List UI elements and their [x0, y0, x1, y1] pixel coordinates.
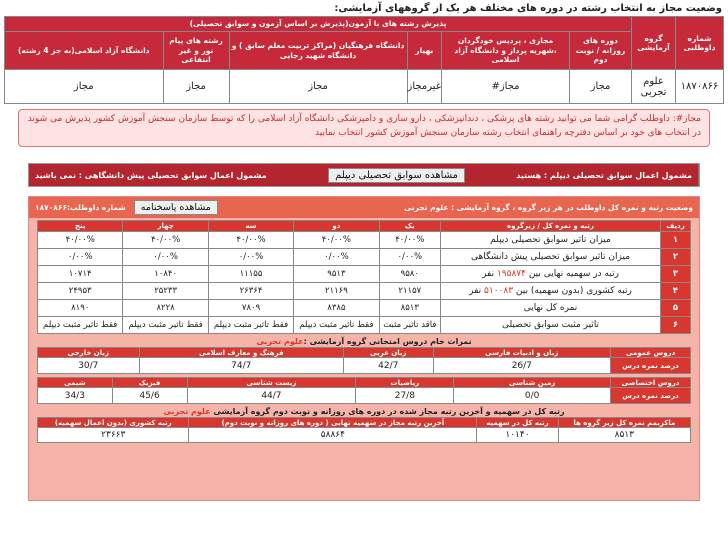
rank-row-number: ۴ [661, 283, 691, 300]
table-row [38, 283, 691, 300]
rank-row-number: ۱ [661, 232, 691, 249]
header-file-number: شماره داوطلبی [676, 17, 724, 70]
final-header-last-rank: آخرین رتبه مجاز در سهمیه نهایی ( دوره های روزانه و نوبت دوم) [189, 418, 477, 428]
rank-cell-subgroup-2: ۹۵۱۳ [294, 266, 379, 283]
general-value-3: 74/7 [139, 358, 343, 374]
rank-panel-title: وضعیت رتبه و نمره کل داوطلب در هر زیر گروه ، گروه آزمایشی : علوم تجربی [404, 203, 693, 212]
rank-cell-subgroup-2: فقط تاثیر مثبت دیپلم [294, 317, 379, 334]
rank-row-number: ۵ [661, 300, 691, 317]
rank-panel [28, 196, 700, 501]
specialized-value-2: 27/8 [356, 388, 454, 404]
rank-cell-subgroup-5: ۲۴۹۵۳ [38, 283, 123, 300]
rank-cell-subgroup-5: ۸۱۹۰ [38, 300, 123, 317]
raw-scores-title-prefix: نمرات خام دروس امتحانی گروه آزمایشی : [303, 337, 472, 346]
rank-row-label-highlight: ۵۱۰۰۸۳ [484, 286, 514, 296]
rank-header-3: سه [208, 221, 293, 232]
specialized-scores-table [37, 377, 691, 404]
header-payam-noor: رشته های پیام نور و غیر انتفاعی [163, 32, 229, 70]
rank-row-label [441, 249, 661, 266]
specialized-side-header: دروس اختصاصی [611, 378, 691, 388]
specialized-header-5: شیمی [38, 378, 113, 388]
rank-row-label [441, 283, 661, 300]
header-exam-group: گروه آزمایشی [632, 17, 676, 70]
rank-cell-subgroup-4: فقط تاثیر مثبت دیپلم [123, 317, 208, 334]
cell-exam-group: علوم تجربی [632, 70, 676, 104]
header-azad: دانشگاه آزاد اسلامی(به جز 4 رشته) [5, 32, 164, 70]
rank-row-label-text: رتبه در سهمیه نهایی بین [525, 269, 619, 279]
rank-cell-subgroup-1: ۴۰/۰۰% [379, 232, 440, 249]
cell-payam-noor: مجاز [163, 70, 229, 104]
final-header-quota-rank: رتبه کل در سهمیه [477, 418, 558, 428]
notice-box: مجاز#: داوطلب گرامی شما می توانید رشته های پزشکی ، دندانپزشکی ، دارو سازی و دامپزشکی دانشگاه آزاد اسلامی را که توسط سازمان سنجش آموزش کشور پذیرش می شوند در انتخاب های خود بر اساس دفترچه راهنمای انتخاب رشته سازمان سنجش آموزش کشور انتخاب نمایید [18, 109, 710, 147]
raw-scores-title [37, 334, 691, 347]
final-value-max-score: ۸۵۱۳ [558, 428, 690, 443]
rank-row-label-text: رتبه کشوری (بدون سهمیه) بین [513, 286, 632, 296]
rank-row-number: ۳ [661, 266, 691, 283]
general-value-1: 26/7 [433, 358, 610, 374]
final-ranks-title-prefix: رتبه کل در سهمیه و آخرین رتبه مجاز شده در دوره های روزانه و نوبت دوم گروه آزمایشی [213, 407, 565, 416]
rank-cell-subgroup-3: ۴۰/۰۰% [208, 232, 293, 249]
cell-daytime-courses: مجاز [570, 70, 632, 104]
general-header-4: زبان خارجی [38, 348, 140, 358]
rank-header-5: پنج [38, 221, 123, 232]
header-daytime-courses: دوره های روزانه / نوبت دوم [570, 32, 632, 70]
header-virtual: مجازی ، پردیس خودگردان ،شهریه پرداز و دانشگاه آزاد اسلامی [442, 32, 570, 70]
rank-row-label-text: میزان تاثیر سوابق تحصیلی دیپلم [490, 235, 611, 245]
table-row [38, 249, 691, 266]
specialized-value-1: 0/0 [454, 388, 611, 404]
table-row [38, 266, 691, 283]
page-title: وضعیت مجاز به انتخاب رشته در دوره های مختلف هر یک از گروههای آزمایشی: [334, 3, 722, 14]
file-number-label: شماره داوطلب:۱۸۷۰۸۶۶ [35, 203, 126, 212]
rank-row-label [441, 266, 661, 283]
final-value-quota-rank: ۱۰۱۴۰ [477, 428, 558, 443]
general-value-2: 42/7 [343, 358, 433, 374]
rank-cell-subgroup-3: ۰/۰۰% [208, 249, 293, 266]
rank-cell-subgroup-1: ۰/۰۰% [379, 249, 440, 266]
cell-nursing: غیرمجاز [407, 70, 441, 104]
rank-cell-subgroup-4: ۸۲۲۸ [123, 300, 208, 317]
table-row [38, 232, 691, 249]
diploma-bar [28, 163, 700, 187]
rank-cell-subgroup-3: ۷۸۰۹ [208, 300, 293, 317]
table-row [5, 70, 724, 104]
rank-row-number: ۲ [661, 249, 691, 266]
rank-cell-subgroup-1: ۲۱۱۵۷ [379, 283, 440, 300]
cell-culture-univ: مجاز [229, 70, 407, 104]
rank-cell-subgroup-5: ۰/۰۰% [38, 249, 123, 266]
header-nursing: بهیار [407, 32, 441, 70]
specialized-side-value-label: درصد نمره درس [611, 388, 691, 404]
rank-cell-subgroup-2: ۲۱۱۶۹ [294, 283, 379, 300]
rank-cell-subgroup-2: ۰/۰۰% [294, 249, 379, 266]
rank-cell-subgroup-2: ۴۰/۰۰% [294, 232, 379, 249]
specialized-value-3: 44/7 [187, 388, 356, 404]
rank-cell-subgroup-3: ۱۱۱۵۵ [208, 266, 293, 283]
rank-cell-subgroup-4: ۱۰۸۴۰ [123, 266, 208, 283]
final-ranks-title-group: علوم تجربی [163, 407, 211, 416]
rank-row-label [441, 317, 661, 334]
specialized-header-4: فیزیک [112, 378, 187, 388]
rank-header-2: دو [294, 221, 379, 232]
general-side-header: دروس عمومی [611, 348, 691, 358]
rank-header-row: ردیف [661, 221, 691, 232]
rank-cell-subgroup-1: ۹۵۸۰ [379, 266, 440, 283]
table-row [38, 317, 691, 334]
rank-table [37, 220, 691, 334]
rank-panel-header [29, 197, 699, 218]
rank-cell-subgroup-5: ۴۰/۰۰% [38, 232, 123, 249]
table-row [38, 300, 691, 317]
rank-cell-subgroup-3: فقط تاثیر مثبت دیپلم [208, 317, 293, 334]
rank-row-label-highlight: ۱۹۵۸۷۴ [496, 269, 526, 279]
general-header-3: فرهنگ و معارف اسلامی [139, 348, 343, 358]
specialized-value-5: 34/3 [38, 388, 113, 404]
rank-cell-subgroup-4: ۲۵۲۳۳ [123, 283, 208, 300]
rank-cell-subgroup-1: فاقد تاثیر مثبت [379, 317, 440, 334]
rank-row-label [441, 232, 661, 249]
final-value-national-rank: ۲۳۶۶۳ [38, 428, 189, 443]
final-ranks-table [37, 417, 691, 443]
final-header-national-rank: رتبه کشوری (بدون اعمال سهمیه) [38, 418, 189, 428]
specialized-header-1: زمین شناسی [454, 378, 611, 388]
rank-row-number: ۶ [661, 317, 691, 334]
rank-row-label-text: میزان تاثیر سوابق تحصیلی پیش دانشگاهی [470, 252, 631, 262]
header-culture-univ: دانشگاه فرهنگیان (مراکز تربیت معلم سابق ) و دانشگاه شهید رجایی [229, 32, 407, 70]
final-header-max-score: ماکزیمم نمره کل زیر گروه ها [558, 418, 690, 428]
general-header-1: زبان و ادبیات فارسی [433, 348, 610, 358]
rank-cell-subgroup-5: فقط تاثیر مثبت دیپلم [38, 317, 123, 334]
final-value-last-rank: ۵۸۸۶۴ [189, 428, 477, 443]
raw-scores-title-group: علوم تجربی [256, 337, 304, 346]
cell-azad: مجاز [5, 70, 164, 104]
rank-cell-subgroup-5: ۱۰۷۱۴ [38, 266, 123, 283]
diploma-bar-right [29, 164, 471, 186]
rank-row-label-tail: نفر [482, 269, 497, 279]
general-side-value-label: درصد نمره درس [611, 358, 691, 374]
rank-header-4: چهار [123, 221, 208, 232]
pre-univ-label: مشمول اعمال سوابق تحصیلی پیش دانشگاهی : نمی باشید [35, 170, 267, 180]
rank-panel-tools [35, 200, 218, 215]
rank-cell-subgroup-3: ۲۶۳۶۴ [208, 283, 293, 300]
rank-row-label-text: تاثیر مثبت سوابق تحصیلی [501, 320, 600, 330]
header-admission-group: پذیرش رشته های با آزمون(پذیرش بر اساس آزمون و سوابق تحصیلی) [5, 17, 632, 32]
cell-file-number: ۱۸۷۰۸۶۶ [676, 70, 724, 104]
general-header-2: زبان عربی [343, 348, 433, 358]
rank-cell-subgroup-4: ۰/۰۰% [123, 249, 208, 266]
cell-virtual: مجاز# [442, 70, 570, 104]
specialized-header-3: زیست شناسی [187, 378, 356, 388]
specialized-header-2: ریاضیات [356, 378, 454, 388]
rank-header-label: رتبه و نمره کل / زیرگروه [441, 221, 661, 232]
diploma-included-label: مشمول اعمال سوابق تحصیلی دیپلم : هستید [471, 164, 699, 186]
specialized-value-4: 45/6 [112, 388, 187, 404]
table-row [38, 358, 691, 374]
rank-row-label [441, 300, 661, 317]
rank-row-label-tail: نفر [469, 286, 485, 296]
general-scores-table [37, 347, 691, 374]
rank-cell-subgroup-4: ۴۰/۰۰% [123, 232, 208, 249]
rank-row-label-text: نمره کل نهایی [523, 303, 578, 313]
final-ranks-title [37, 404, 691, 417]
general-value-4: 30/7 [38, 358, 140, 374]
rank-cell-subgroup-1: ۸۵۱۳ [379, 300, 440, 317]
table-row [38, 428, 691, 443]
eligibility-table [4, 16, 724, 104]
view-diploma-records-button[interactable]: مشاهده سوابق تحصیلی دیپلم [328, 168, 465, 183]
table-row [38, 388, 691, 404]
rank-header-1: یک [379, 221, 440, 232]
rank-cell-subgroup-2: ۸۳۸۵ [294, 300, 379, 317]
view-answer-sheet-button[interactable]: مشاهده پاسخنامه [134, 200, 218, 215]
